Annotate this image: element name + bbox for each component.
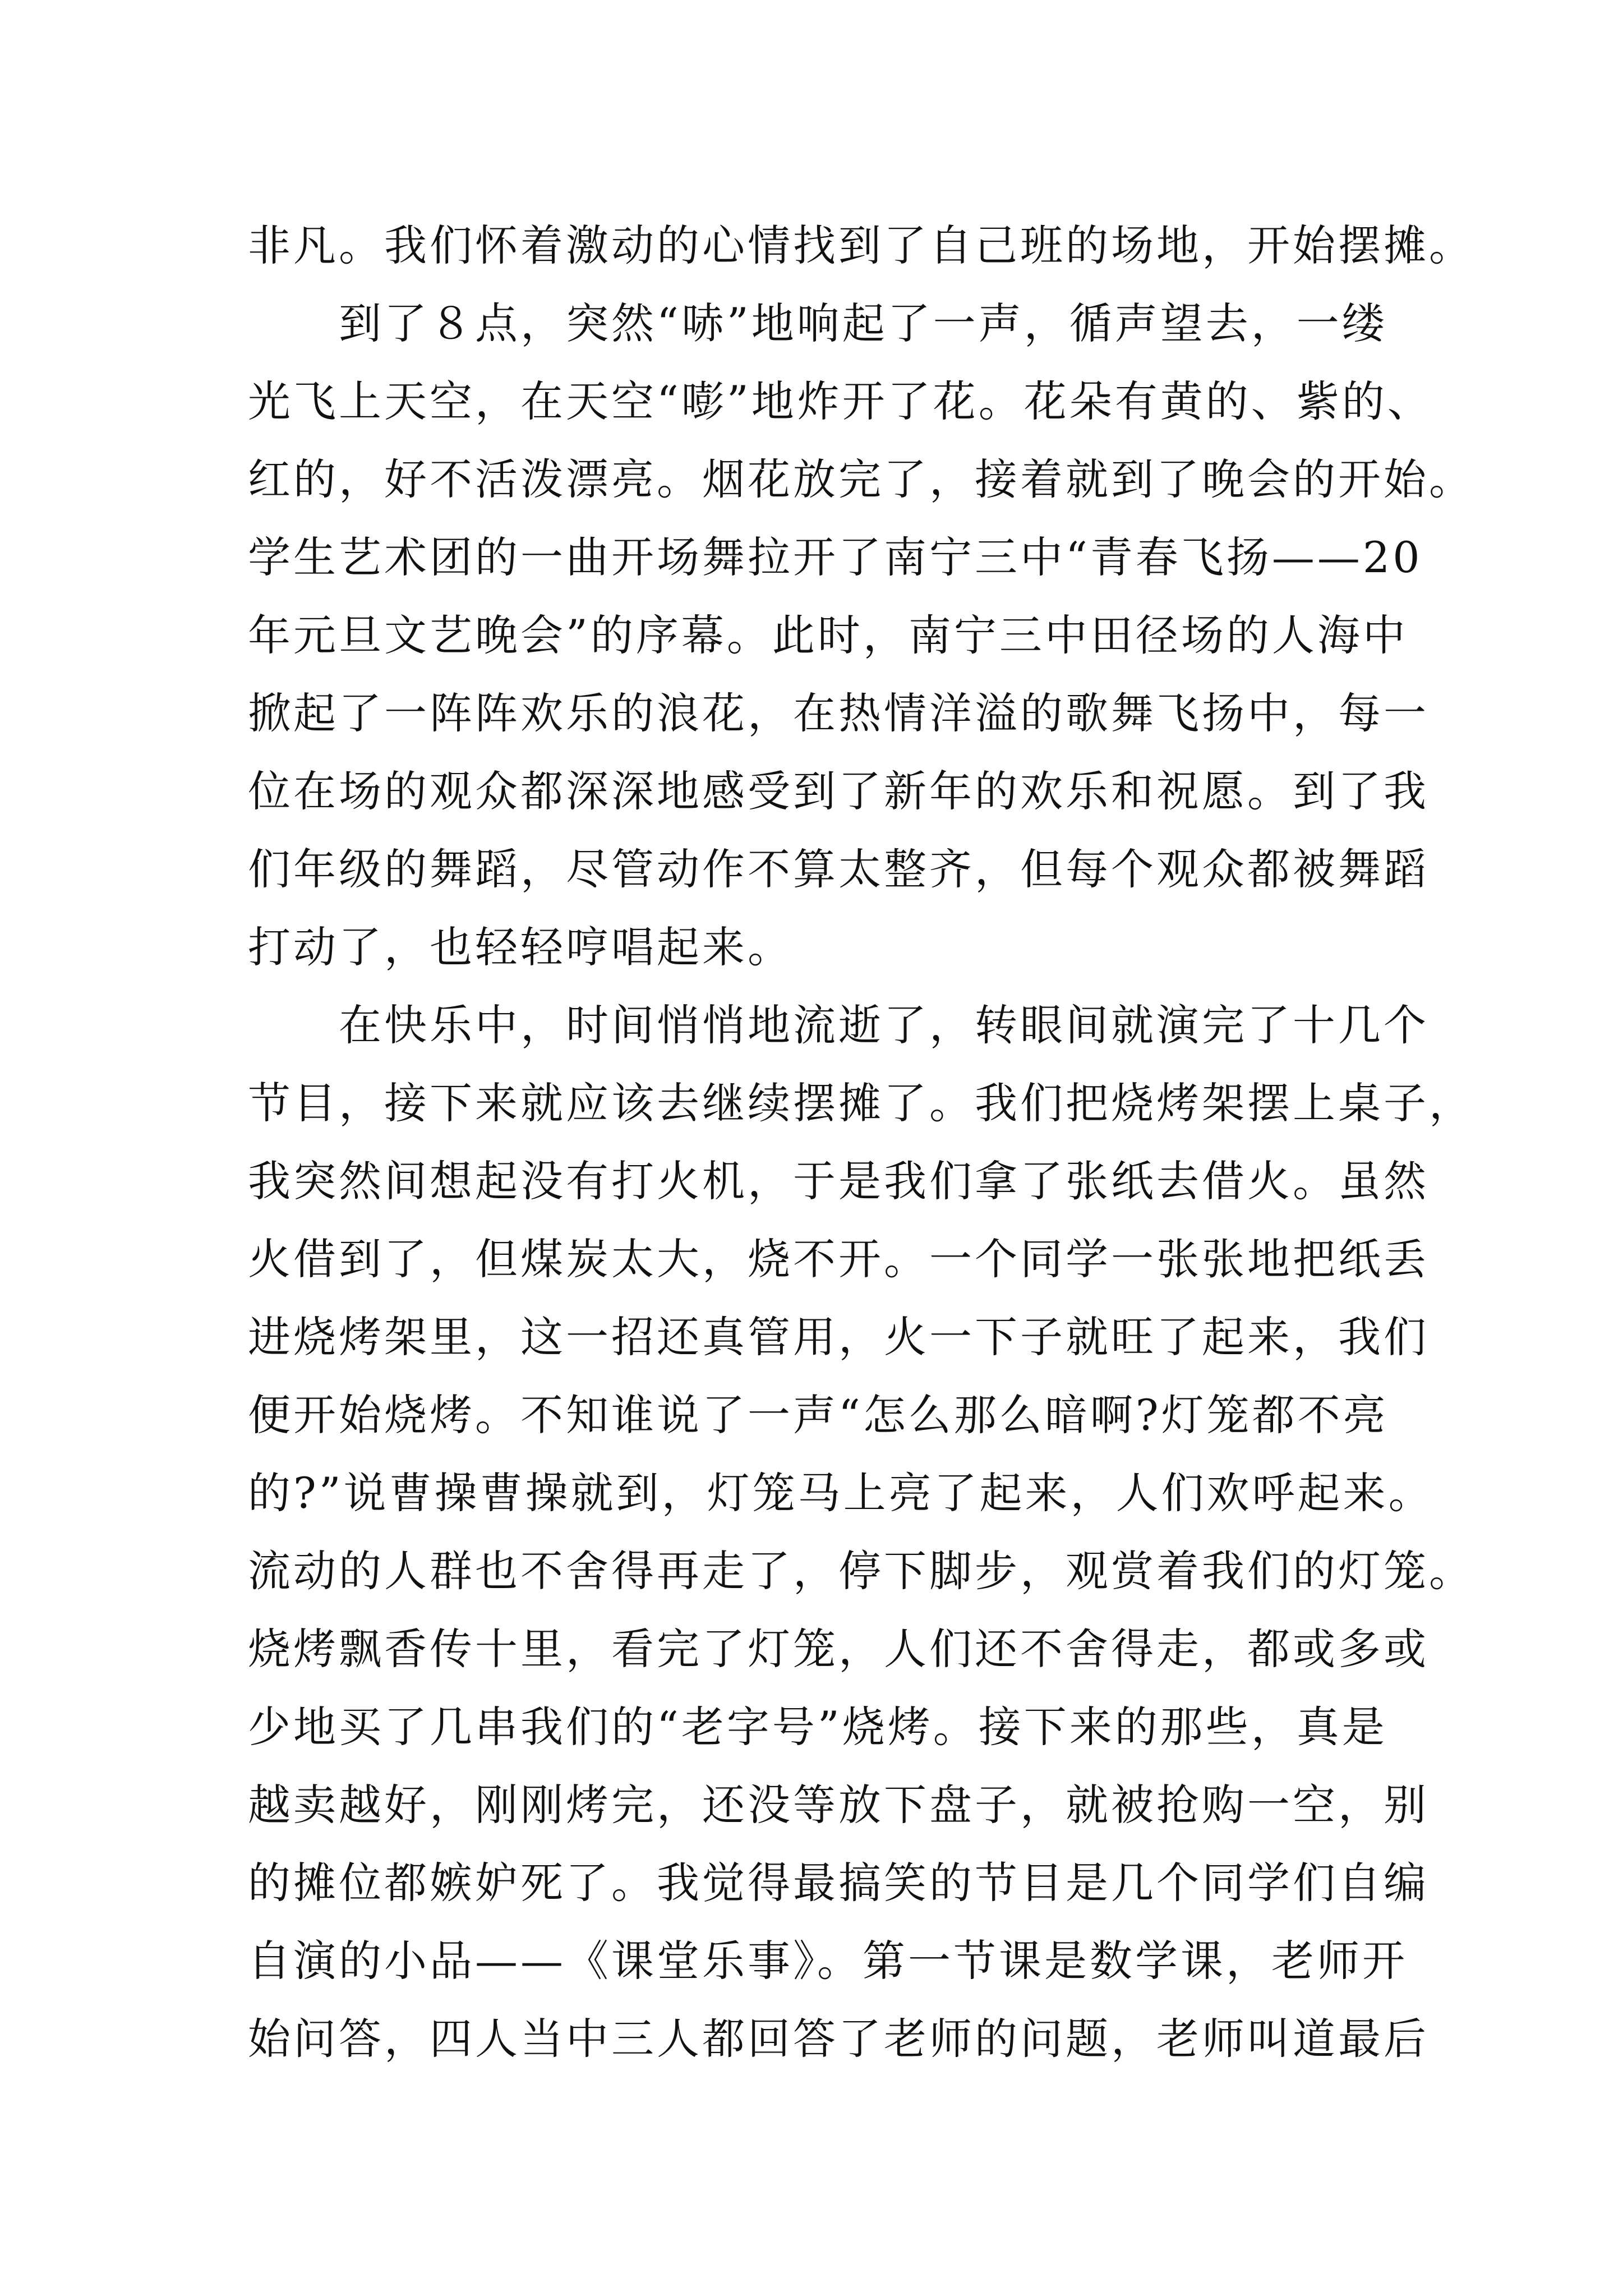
text-line: 学生艺术团的一曲开场舞拉开了南宁三中“青春飞扬——20: [248, 532, 1423, 582]
text-line: 位在场的观众都深深地感受到了新年的欢乐和祝愿。到了我: [248, 766, 1429, 816]
text-line: 的摊位都嫉妒死了。我觉得最搞笑的节目是几个同学们自编: [248, 1858, 1429, 1908]
text-line: 到了８点，突然“哧”地响起了一声，循声望去，一缕: [248, 298, 1387, 348]
text-line: 我突然间想起没有打火机，于是我们拿了张纸去借火。虽然: [248, 1156, 1429, 1206]
text-line: 节目，接下来就应该去继续摆摊了。我们把烧烤架摆上桌子，: [248, 1078, 1474, 1128]
text-line: 非凡。我们怀着激动的心情找到了自己班的场地，开始摆摊。: [248, 220, 1474, 270]
text-line: 们年级的舞蹈，尽管动作不算太整齐，但每个观众都被舞蹈: [248, 844, 1429, 894]
body-text: [248, 206, 1474, 2078]
text-line: 进烧烤架里，这一招还真管用，火一下子就旺了起来，我们: [248, 1312, 1429, 1362]
text-line: 红的，好不活泼漂亮。烟花放完了，接着就到了晚会的开始。: [248, 454, 1474, 504]
text-line: 在快乐中，时间悄悄地流逝了，转眼间就演完了十几个: [248, 1000, 1429, 1050]
text-line: 少地买了几串我们的“老字号”烧烤。接下来的那些，真是: [248, 1702, 1387, 1752]
text-line: 始问答，四人当中三人都回答了老师的问题，老师叫道最后: [248, 2014, 1429, 2064]
text-line: 自演的小品——《课堂乐事》。第一节课是数学课，老师开: [248, 1936, 1408, 1986]
text-line: 火借到了，但煤炭太大，烧不开。一个同学一张张地把纸丢: [248, 1234, 1429, 1284]
text-line: 烧烤飘香传十里，看完了灯笼，人们还不舍得走，都或多或: [248, 1624, 1429, 1674]
text-line: 掀起了一阵阵欢乐的浪花，在热情洋溢的歌舞飞扬中，每一: [248, 688, 1429, 738]
text-line: 年元旦文艺晚会”的序幕。此时，南宁三中田径场的人海中: [248, 610, 1408, 660]
text-line: 的?”说曹操曹操就到，灯笼马上亮了起来，人们欢呼起来。: [248, 1468, 1434, 1518]
text-line: 光飞上天空，在天空“嘭”地炸开了花。花朵有黄的、紫的、: [248, 376, 1433, 426]
text-line: 便开始烧烤。不知谁说了一声“怎么那么暗啊?灯笼都不亮: [248, 1390, 1389, 1440]
text-line: 打动了，也轻轻哼唱起来。: [248, 922, 793, 972]
text-line: 越卖越好，刚刚烤完，还没等放下盘子，就被抢购一空，别: [248, 1780, 1429, 1830]
text-line: 流动的人群也不舍得再走了，停下脚步，观赏着我们的灯笼。: [248, 1546, 1474, 1596]
